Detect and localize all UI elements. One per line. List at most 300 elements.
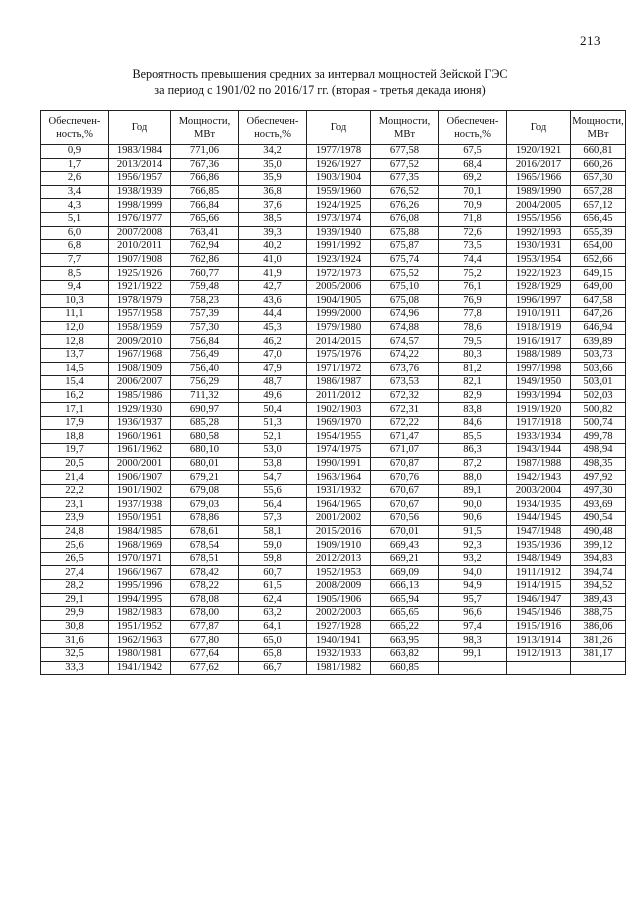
probability-cell: 53,0	[239, 444, 307, 458]
power-cell: 674,88	[371, 321, 439, 335]
table-row	[41, 552, 626, 566]
power-cell: 657,12	[571, 199, 626, 213]
year-cell: 2001/2002	[307, 512, 371, 526]
probability-cell: 17,1	[41, 403, 109, 417]
year-cell: 2010/2011	[109, 240, 171, 254]
power-cell: 756,49	[171, 348, 239, 362]
probability-cell: 81,2	[439, 362, 507, 376]
power-cell: 771,06	[171, 145, 239, 159]
power-cell: 660,85	[371, 661, 439, 675]
power-cell: 663,82	[371, 647, 439, 661]
header-year: Год	[109, 111, 171, 145]
table-row	[41, 593, 626, 607]
probability-cell: 6,8	[41, 240, 109, 254]
year-cell: 1993/1994	[507, 389, 571, 403]
power-cell: 678,61	[171, 525, 239, 539]
power-cell: 639,89	[571, 335, 626, 349]
year-cell: 1971/1972	[307, 362, 371, 376]
probability-cell: 92,3	[439, 539, 507, 553]
probability-cell: 38,5	[239, 212, 307, 226]
table-row	[41, 416, 626, 430]
year-cell: 2003/2004	[507, 484, 571, 498]
year-cell: 1927/1928	[307, 620, 371, 634]
year-cell: 1945/1946	[507, 607, 571, 621]
probability-cell: 35,9	[239, 172, 307, 186]
table-row	[41, 185, 626, 199]
power-cell: 497,30	[571, 484, 626, 498]
power-cell: 654,00	[571, 240, 626, 254]
probability-cell: 74,4	[439, 253, 507, 267]
year-cell: 1976/1977	[109, 212, 171, 226]
probability-cell: 69,2	[439, 172, 507, 186]
probability-cell: 7,7	[41, 253, 109, 267]
probability-cell: 29,9	[41, 607, 109, 621]
probability-cell: 12,8	[41, 335, 109, 349]
year-cell: 1969/1970	[307, 416, 371, 430]
power-cell: 671,07	[371, 444, 439, 458]
probability-cell: 70,9	[439, 199, 507, 213]
power-cell: 757,39	[171, 308, 239, 322]
year-cell: 1910/1911	[507, 308, 571, 322]
power-cell: 665,94	[371, 593, 439, 607]
year-cell: 1963/1964	[307, 471, 371, 485]
year-cell: 1940/1941	[307, 634, 371, 648]
probability-cell: 68,4	[439, 158, 507, 172]
year-cell: 1946/1947	[507, 593, 571, 607]
year-cell: 2004/2005	[507, 199, 571, 213]
table-row	[41, 172, 626, 186]
power-cell: 493,69	[571, 498, 626, 512]
header-year: Год	[507, 111, 571, 145]
year-cell: 1915/1916	[507, 620, 571, 634]
table-row	[41, 430, 626, 444]
probability-cell: 30,8	[41, 620, 109, 634]
year-cell: 1937/1938	[109, 498, 171, 512]
year-cell: 1925/1926	[109, 267, 171, 281]
probability-cell: 82,1	[439, 376, 507, 390]
power-cell: 680,10	[171, 444, 239, 458]
year-cell: 1954/1955	[307, 430, 371, 444]
power-cell: 685,28	[171, 416, 239, 430]
probability-cell: 34,2	[239, 145, 307, 159]
year-cell: 1909/1910	[307, 539, 371, 553]
probability-cell: 84,6	[439, 416, 507, 430]
year-cell: 1958/1959	[109, 321, 171, 335]
probability-cell: 44,4	[239, 308, 307, 322]
power-cell: 656,45	[571, 212, 626, 226]
title-line-1: Вероятность превышения средних за интервал мощностей Зейской ГЭС	[132, 67, 508, 81]
table-body	[41, 145, 626, 675]
probability-cell: 94,9	[439, 580, 507, 594]
year-cell: 1959/1960	[307, 185, 371, 199]
year-cell: 1996/1997	[507, 294, 571, 308]
power-cell: 677,80	[171, 634, 239, 648]
probability-cell: 28,2	[41, 580, 109, 594]
power-cell: 675,10	[371, 280, 439, 294]
power-cell: 672,22	[371, 416, 439, 430]
probability-cell: 80,3	[439, 348, 507, 362]
year-cell: 1982/1983	[109, 607, 171, 621]
power-cell: 675,87	[371, 240, 439, 254]
power-cell: 672,32	[371, 389, 439, 403]
year-cell: 2011/2012	[307, 389, 371, 403]
year-cell: 1918/1919	[507, 321, 571, 335]
year-cell: 1953/1954	[507, 253, 571, 267]
probability-cell: 47,0	[239, 348, 307, 362]
table-row	[41, 212, 626, 226]
probability-cell: 42,7	[239, 280, 307, 294]
probability-cell: 70,1	[439, 185, 507, 199]
year-cell: 1972/1973	[307, 267, 371, 281]
power-cell: 670,56	[371, 512, 439, 526]
probability-cell: 41,0	[239, 253, 307, 267]
year-cell: 1934/1935	[507, 498, 571, 512]
table-row	[41, 457, 626, 471]
table-row	[41, 335, 626, 349]
probability-cell: 85,5	[439, 430, 507, 444]
probability-cell: 78,6	[439, 321, 507, 335]
power-cell: 767,36	[171, 158, 239, 172]
probability-cell: 27,4	[41, 566, 109, 580]
power-cell: 669,43	[371, 539, 439, 553]
year-cell: 1949/1950	[507, 376, 571, 390]
power-cell: 381,26	[571, 634, 626, 648]
year-cell: 1956/1957	[109, 172, 171, 186]
power-cell: 670,76	[371, 471, 439, 485]
year-cell: 1926/1927	[307, 158, 371, 172]
year-cell: 1947/1948	[507, 525, 571, 539]
table-row	[41, 294, 626, 308]
probability-cell: 3,4	[41, 185, 109, 199]
table-row	[41, 389, 626, 403]
probability-cell: 91,5	[439, 525, 507, 539]
year-cell: 2007/2008	[109, 226, 171, 240]
year-cell: 1924/1925	[307, 199, 371, 213]
year-cell: 1942/1943	[507, 471, 571, 485]
power-cell: 649,15	[571, 267, 626, 281]
probability-cell: 16,2	[41, 389, 109, 403]
probability-cell: 21,4	[41, 471, 109, 485]
year-cell: 1921/1922	[109, 280, 171, 294]
year-cell: 1930/1931	[507, 240, 571, 254]
power-cell: 678,08	[171, 593, 239, 607]
table-row	[41, 253, 626, 267]
power-cell: 669,21	[371, 552, 439, 566]
year-cell: 1965/1966	[507, 172, 571, 186]
power-cell: 758,23	[171, 294, 239, 308]
year-cell: 1992/1993	[507, 226, 571, 240]
probability-cell: 98,3	[439, 634, 507, 648]
probability-cell: 76,1	[439, 280, 507, 294]
year-cell: 1999/2000	[307, 308, 371, 322]
table-row	[41, 321, 626, 335]
probability-cell: 71,8	[439, 212, 507, 226]
year-cell: 1902/1903	[307, 403, 371, 417]
year-cell: 1939/1940	[307, 226, 371, 240]
probability-cell: 45,3	[239, 321, 307, 335]
power-cell: 674,96	[371, 308, 439, 322]
power-cell: 646,94	[571, 321, 626, 335]
year-cell: 2015/2016	[307, 525, 371, 539]
probability-cell: 56,4	[239, 498, 307, 512]
power-cell: 500,74	[571, 416, 626, 430]
table-header-row	[41, 111, 626, 145]
probability-cell: 14,5	[41, 362, 109, 376]
probability-cell: 5,1	[41, 212, 109, 226]
probability-cell: 99,1	[439, 647, 507, 661]
probability-cell: 2,6	[41, 172, 109, 186]
year-cell: 1916/1917	[507, 335, 571, 349]
probability-cell: 77,8	[439, 308, 507, 322]
year-cell: 1951/1952	[109, 620, 171, 634]
year-cell: 1962/1963	[109, 634, 171, 648]
year-cell: 1977/1978	[307, 145, 371, 159]
probability-cell: 53,8	[239, 457, 307, 471]
year-cell: 2006/2007	[109, 376, 171, 390]
probability-cell: 51,3	[239, 416, 307, 430]
probability-cell: 15,4	[41, 376, 109, 390]
probability-cell: 63,2	[239, 607, 307, 621]
table-row	[41, 512, 626, 526]
power-cell: 652,66	[571, 253, 626, 267]
power-cell: 766,85	[171, 185, 239, 199]
probability-cell: 58,1	[239, 525, 307, 539]
table-row	[41, 484, 626, 498]
year-cell: 2005/2006	[307, 280, 371, 294]
power-cell: 386,06	[571, 620, 626, 634]
probability-cell: 10,3	[41, 294, 109, 308]
power-cell: 490,48	[571, 525, 626, 539]
probability-cell: 48,7	[239, 376, 307, 390]
probability-cell: 8,5	[41, 267, 109, 281]
probability-cell: 96,6	[439, 607, 507, 621]
probability-cell: 43,6	[239, 294, 307, 308]
probability-cell: 64,1	[239, 620, 307, 634]
probability-cell: 54,7	[239, 471, 307, 485]
year-cell: 2002/2003	[307, 607, 371, 621]
year-cell: 1911/1912	[507, 566, 571, 580]
year-cell: 1960/1961	[109, 430, 171, 444]
power-cell: 766,86	[171, 172, 239, 186]
year-cell: 1944/1945	[507, 512, 571, 526]
table-row	[41, 539, 626, 553]
probability-cell: 60,7	[239, 566, 307, 580]
year-cell: 1974/1975	[307, 444, 371, 458]
year-cell: 2014/2015	[307, 335, 371, 349]
probability-cell: 65,0	[239, 634, 307, 648]
power-cell: 665,65	[371, 607, 439, 621]
power-cell: 756,84	[171, 335, 239, 349]
table-row	[41, 620, 626, 634]
power-cell: 490,54	[571, 512, 626, 526]
power-cell: 394,83	[571, 552, 626, 566]
year-cell: 1975/1976	[307, 348, 371, 362]
power-cell: 673,53	[371, 376, 439, 390]
power-cell: 671,47	[371, 430, 439, 444]
probability-cell: 52,1	[239, 430, 307, 444]
year-cell: 1914/1915	[507, 580, 571, 594]
probability-cell: 22,2	[41, 484, 109, 498]
year-cell: 1989/1990	[507, 185, 571, 199]
header-power: Мощности, МВт	[171, 111, 239, 145]
power-cell: 711,32	[171, 389, 239, 403]
power-cell: 675,52	[371, 267, 439, 281]
probability-cell: 40,2	[239, 240, 307, 254]
probability-cell: 4,3	[41, 199, 109, 213]
year-cell: 1987/1988	[507, 457, 571, 471]
header-probability: Обеспечен-ность,%	[439, 111, 507, 145]
power-cell: 676,26	[371, 199, 439, 213]
power-cell: 678,51	[171, 552, 239, 566]
year-cell: 1912/1913	[507, 647, 571, 661]
probability-cell: 26,5	[41, 552, 109, 566]
power-cell: 680,01	[171, 457, 239, 471]
header-power: Мощности, МВт	[371, 111, 439, 145]
probability-cell: 9,4	[41, 280, 109, 294]
power-cell: 675,74	[371, 253, 439, 267]
power-cell: 502,03	[571, 389, 626, 403]
probability-cell: 29,1	[41, 593, 109, 607]
power-cell: 677,64	[171, 647, 239, 661]
power-cell: 679,03	[171, 498, 239, 512]
year-cell: 1994/1995	[109, 593, 171, 607]
probability-cell: 57,3	[239, 512, 307, 526]
power-cell: 677,35	[371, 172, 439, 186]
probability-cell: 32,5	[41, 647, 109, 661]
probability-cell: 36,8	[239, 185, 307, 199]
probability-cell: 55,6	[239, 484, 307, 498]
probability-cell: 59,8	[239, 552, 307, 566]
power-cell: 762,94	[171, 240, 239, 254]
year-cell: 1931/1932	[307, 484, 371, 498]
probability-cell: 33,3	[41, 661, 109, 675]
table-row	[41, 661, 626, 675]
power-cell: 660,26	[571, 158, 626, 172]
power-cell: 677,52	[371, 158, 439, 172]
header-probability: Обеспечен-ность,%	[41, 111, 109, 145]
power-cell: 677,87	[171, 620, 239, 634]
table-row	[41, 348, 626, 362]
power-cell: 674,57	[371, 335, 439, 349]
probability-cell: 23,9	[41, 512, 109, 526]
year-cell: 1913/1914	[507, 634, 571, 648]
power-cell: 381,17	[571, 647, 626, 661]
power-cell: 670,01	[371, 525, 439, 539]
header-year: Год	[307, 111, 371, 145]
probability-cell: 73,5	[439, 240, 507, 254]
probability-cell: 76,9	[439, 294, 507, 308]
table-row	[41, 444, 626, 458]
table-row	[41, 403, 626, 417]
power-cell: 678,86	[171, 512, 239, 526]
probability-cell: 11,1	[41, 308, 109, 322]
year-cell: 1938/1939	[109, 185, 171, 199]
probability-cell: 47,9	[239, 362, 307, 376]
year-cell: 1935/1936	[507, 539, 571, 553]
table-row	[41, 580, 626, 594]
table-row	[41, 607, 626, 621]
probability-cell: 75,2	[439, 267, 507, 281]
power-cell: 680,58	[171, 430, 239, 444]
year-cell: 1990/1991	[307, 457, 371, 471]
year-cell: 1986/1987	[307, 376, 371, 390]
probability-cell: 37,6	[239, 199, 307, 213]
year-cell: 1929/1930	[109, 403, 171, 417]
probability-cell: 72,6	[439, 226, 507, 240]
table-row	[41, 634, 626, 648]
page-number: 213	[580, 33, 601, 48]
probability-cell: 13,7	[41, 348, 109, 362]
probability-cell: 87,2	[439, 457, 507, 471]
year-cell: 1907/1908	[109, 253, 171, 267]
power-cell: 669,09	[371, 566, 439, 580]
power-cell: 757,30	[171, 321, 239, 335]
year-cell: 1970/1971	[109, 552, 171, 566]
probability-cell: 61,5	[239, 580, 307, 594]
year-cell: 1964/1965	[307, 498, 371, 512]
power-cell: 647,26	[571, 308, 626, 322]
power-cell: 679,21	[171, 471, 239, 485]
probability-cell: 6,0	[41, 226, 109, 240]
power-cell: 678,22	[171, 580, 239, 594]
table-row	[41, 362, 626, 376]
power-cell	[571, 661, 626, 675]
year-cell: 1920/1921	[507, 145, 571, 159]
year-cell: 2016/2017	[507, 158, 571, 172]
header-probability: Обеспечен-ность,%	[239, 111, 307, 145]
power-cell: 498,35	[571, 457, 626, 471]
title-line-2: за период с 1901/02 по 2016/17 гг. (вторая - третья декада июня)	[154, 83, 486, 97]
power-cell: 503,73	[571, 348, 626, 362]
year-cell: 1906/1907	[109, 471, 171, 485]
power-cell: 763,41	[171, 226, 239, 240]
probability-cell: 93,2	[439, 552, 507, 566]
power-cell: 679,08	[171, 484, 239, 498]
year-cell: 1995/1996	[109, 580, 171, 594]
power-cell: 499,78	[571, 430, 626, 444]
year-cell: 1983/1984	[109, 145, 171, 159]
probability-cell: 90,6	[439, 512, 507, 526]
power-cell: 678,54	[171, 539, 239, 553]
probability-cell: 67,5	[439, 145, 507, 159]
power-cell: 674,22	[371, 348, 439, 362]
probability-cell: 88,0	[439, 471, 507, 485]
probability-cell: 20,5	[41, 457, 109, 471]
year-cell: 1903/1904	[307, 172, 371, 186]
power-cell: 766,84	[171, 199, 239, 213]
power-cell: 663,95	[371, 634, 439, 648]
year-cell: 1941/1942	[109, 661, 171, 675]
power-cell: 765,66	[171, 212, 239, 226]
probability-cell: 94,0	[439, 566, 507, 580]
power-cell: 394,74	[571, 566, 626, 580]
table-row	[41, 308, 626, 322]
year-cell: 1948/1949	[507, 552, 571, 566]
power-cell: 762,86	[171, 253, 239, 267]
power-cell: 657,30	[571, 172, 626, 186]
table-row	[41, 240, 626, 254]
table-row	[41, 145, 626, 159]
power-cell: 676,52	[371, 185, 439, 199]
year-cell: 1917/1918	[507, 416, 571, 430]
probability-cell: 49,6	[239, 389, 307, 403]
year-cell: 1979/1980	[307, 321, 371, 335]
probability-table	[40, 110, 626, 675]
probability-cell: 65,8	[239, 647, 307, 661]
year-cell: 1928/1929	[507, 280, 571, 294]
probability-cell: 50,4	[239, 403, 307, 417]
power-cell: 497,92	[571, 471, 626, 485]
